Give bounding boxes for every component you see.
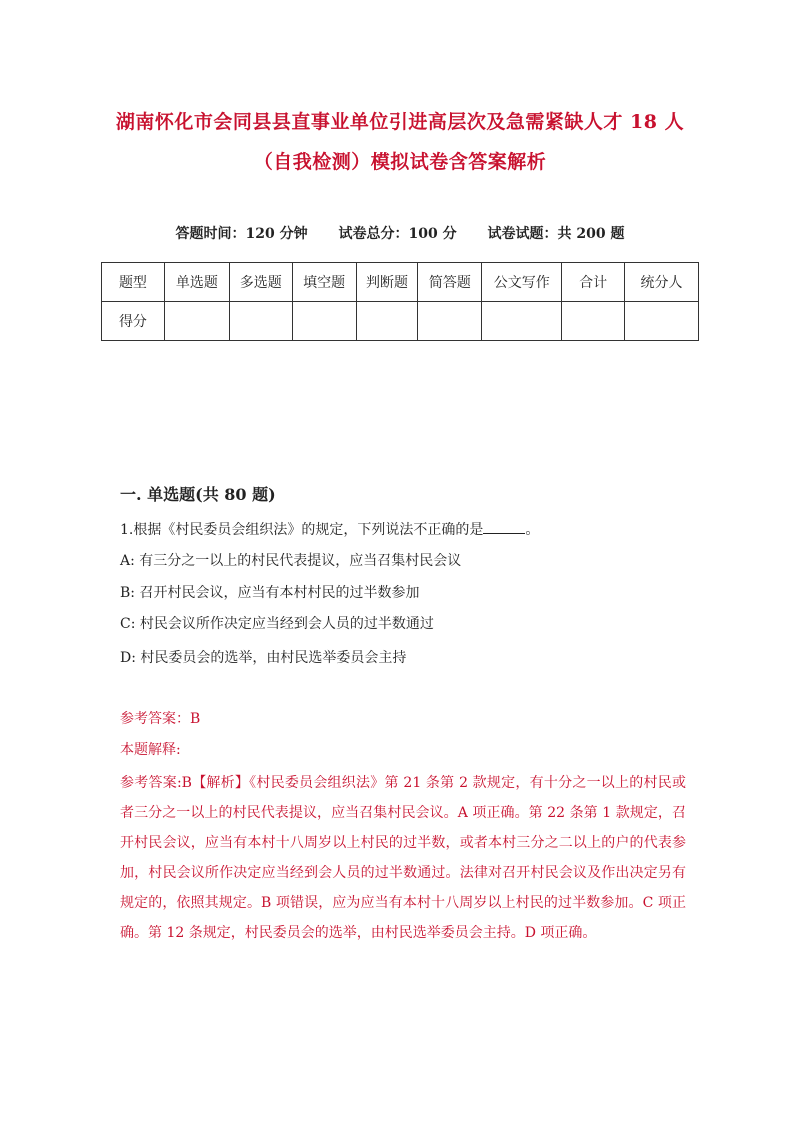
option-b: B: 召开村民会议，应当有本村村民的过半数参加 xyxy=(120,585,420,601)
score-cell xyxy=(356,302,418,341)
score-cell xyxy=(292,302,356,341)
analysis-label: 本题解释: xyxy=(120,742,181,758)
section-title: 一. 单选题(共 80 题) xyxy=(120,485,276,504)
question-stem-text: 1.根据《村民委员会组织法》的规定，下列说法不正确的是 xyxy=(120,522,484,538)
answer-analysis: 参考答案:B【解析】《村民委员会组织法》第 21 条第 2 款规定，有十分之一以上的村民或者三分之一以上的村民代表提议，应当召集村民会议。A 项正确。第 22 条第 1 款规定，召开村民会议，应当有本村十八周岁以上村民的过半数，或者本村三分之二以上的户的代表参加，村民会议所作决定应当经到会人员的过半数通过。法律对召开村民会议及作出决定另有规定的，依照其规定。B 项错误，应为应当有本村十八周岁以上村民的过半数参加。C 项正确。第 12 条规定，村民委员会的选举，由村民选举委员会主持。D 项正确。 xyxy=(120,775,686,941)
score-cell xyxy=(229,302,292,341)
header-cell-type: 题型 xyxy=(102,263,165,302)
option-c: C: 村民会议所作决定应当经到会人员的过半数通过 xyxy=(120,616,434,632)
score-row-label: 得分 xyxy=(102,302,165,341)
option-a: A: 有三分之一以上的村民代表提议，应当召集村民会议 xyxy=(120,553,462,569)
answer-blank xyxy=(483,521,525,534)
question-stem-end: 。 xyxy=(525,522,540,538)
score-table-header-row xyxy=(102,263,699,302)
score-cell xyxy=(164,302,229,341)
score-table-score-row xyxy=(102,302,699,341)
question-stem xyxy=(120,519,539,539)
document-title-line-2: （自我检测）模拟试卷含答案解析 xyxy=(253,151,547,173)
header-cell-single-choice: 单选题 xyxy=(164,263,229,302)
exam-info xyxy=(0,223,800,243)
header-cell-true-false: 判断题 xyxy=(356,263,418,302)
header-cell-multiple-choice: 多选题 xyxy=(229,263,292,302)
score-cell xyxy=(625,302,699,341)
header-cell-fill-blank: 填空题 xyxy=(292,263,356,302)
option-d: D: 村民委员会的选举，由村民选举委员会主持 xyxy=(120,650,407,666)
header-cell-official-writing: 公文写作 xyxy=(482,263,562,302)
score-cell xyxy=(482,302,562,341)
header-cell-total: 合计 xyxy=(562,263,625,302)
header-cell-scorer: 统分人 xyxy=(625,263,699,302)
exam-question-count: 试卷试题：共 200 题 xyxy=(487,226,625,242)
score-table xyxy=(101,262,699,341)
reference-answer: 参考答案：B xyxy=(120,711,201,727)
score-cell xyxy=(418,302,482,341)
exam-time: 答题时间：120 分钟 xyxy=(175,226,308,242)
document-title-line-1: 湖南怀化市会同县县直事业单位引进高层次及急需紧缺人才 18 人 xyxy=(115,111,685,133)
score-cell xyxy=(562,302,625,341)
header-cell-short-answer: 简答题 xyxy=(418,263,482,302)
exam-total-score: 试卷总分：100 分 xyxy=(338,226,457,242)
